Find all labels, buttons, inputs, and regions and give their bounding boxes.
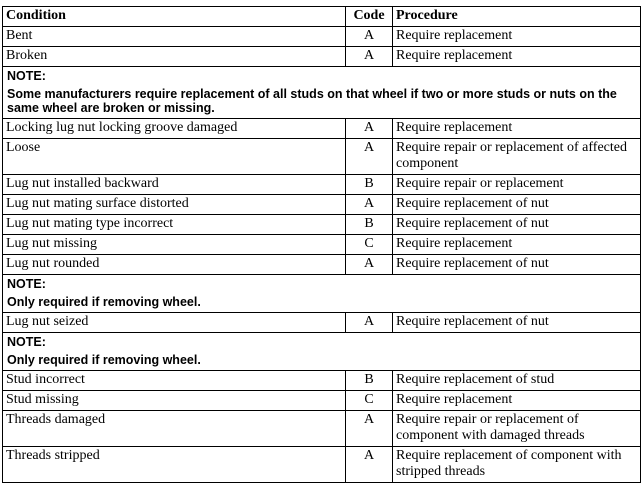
- code-cell: B: [346, 175, 393, 195]
- table-row: [3, 235, 641, 255]
- code-cell: A: [346, 195, 393, 215]
- condition-cell: Lug nut missing: [3, 235, 346, 255]
- table-row: [3, 255, 641, 275]
- condition-cell: Stud missing: [3, 391, 346, 411]
- procedure-cell: Require repair or replacement: [393, 175, 641, 195]
- condition-cell: Locking lug nut locking groove damaged: [3, 119, 346, 139]
- procedure-cell: Require replacement: [393, 27, 641, 47]
- procedure-cell: Require replacement of nut: [393, 215, 641, 235]
- note-cell: [3, 67, 641, 119]
- condition-cell: Lug nut installed backward: [3, 175, 346, 195]
- condition-cell: Broken: [3, 47, 346, 67]
- table-row: [3, 391, 641, 411]
- table-row: [3, 371, 641, 391]
- header-condition: Condition: [3, 7, 346, 27]
- procedure-cell: Require replacement of nut: [393, 313, 641, 333]
- condition-cell: Lug nut rounded: [3, 255, 346, 275]
- code-cell: A: [346, 27, 393, 47]
- table-row: [3, 119, 641, 139]
- condition-cell: Lug nut mating type incorrect: [3, 215, 346, 235]
- table-row: [3, 47, 641, 67]
- code-cell: A: [346, 313, 393, 333]
- code-cell: C: [346, 391, 393, 411]
- code-cell: A: [346, 255, 393, 275]
- table-row: [3, 195, 641, 215]
- table-row: [3, 27, 641, 47]
- note-title: NOTE:: [7, 277, 46, 291]
- condition-cell: Stud incorrect: [3, 371, 346, 391]
- table-header-row: [3, 7, 641, 27]
- procedure-cell: Require replacement of nut: [393, 195, 641, 215]
- code-cell: A: [346, 119, 393, 139]
- note-title: NOTE:: [7, 69, 46, 83]
- procedure-cell: Require replacement: [393, 235, 641, 255]
- code-cell: B: [346, 215, 393, 235]
- table-row: [3, 175, 641, 195]
- table-row: [3, 411, 641, 447]
- table-body: [3, 27, 641, 483]
- code-cell: C: [346, 235, 393, 255]
- table-row: [3, 313, 641, 333]
- condition-cell: Threads stripped: [3, 447, 346, 483]
- code-cell: A: [346, 447, 393, 483]
- note-text: Some manufacturers require replacement of all studs on that wheel if two or more studs or nuts on the same wheel are broken or missing.: [7, 87, 617, 115]
- procedure-cell: Require repair or replacement of component with damaged threads: [393, 411, 641, 447]
- note-cell: [3, 275, 641, 313]
- procedure-cell: Require replacement of nut: [393, 255, 641, 275]
- procedure-cell: Require repair or replacement of affected component: [393, 139, 641, 175]
- procedure-cell: Require replacement: [393, 119, 641, 139]
- table-row: [3, 447, 641, 483]
- code-cell: A: [346, 47, 393, 67]
- procedure-cell: Require replacement: [393, 47, 641, 67]
- note-text: Only required if removing wheel.: [7, 353, 201, 367]
- condition-table: [2, 6, 641, 483]
- condition-cell: Loose: [3, 139, 346, 175]
- procedure-cell: Require replacement of stud: [393, 371, 641, 391]
- note-title: NOTE:: [7, 335, 46, 349]
- note-cell: [3, 333, 641, 371]
- condition-cell: Lug nut seized: [3, 313, 346, 333]
- procedure-cell: Require replacement: [393, 391, 641, 411]
- table-row: [3, 215, 641, 235]
- procedure-cell: Require replacement of component with stripped threads: [393, 447, 641, 483]
- note-row: [3, 275, 641, 313]
- table-row: [3, 139, 641, 175]
- condition-cell: Bent: [3, 27, 346, 47]
- note-row: [3, 333, 641, 371]
- header-code: Code: [346, 7, 393, 27]
- code-cell: B: [346, 371, 393, 391]
- header-procedure: Procedure: [393, 7, 641, 27]
- code-cell: A: [346, 411, 393, 447]
- note-row: [3, 67, 641, 119]
- note-text: Only required if removing wheel.: [7, 295, 201, 309]
- code-cell: A: [346, 139, 393, 175]
- condition-cell: Lug nut mating surface distorted: [3, 195, 346, 215]
- condition-cell: Threads damaged: [3, 411, 346, 447]
